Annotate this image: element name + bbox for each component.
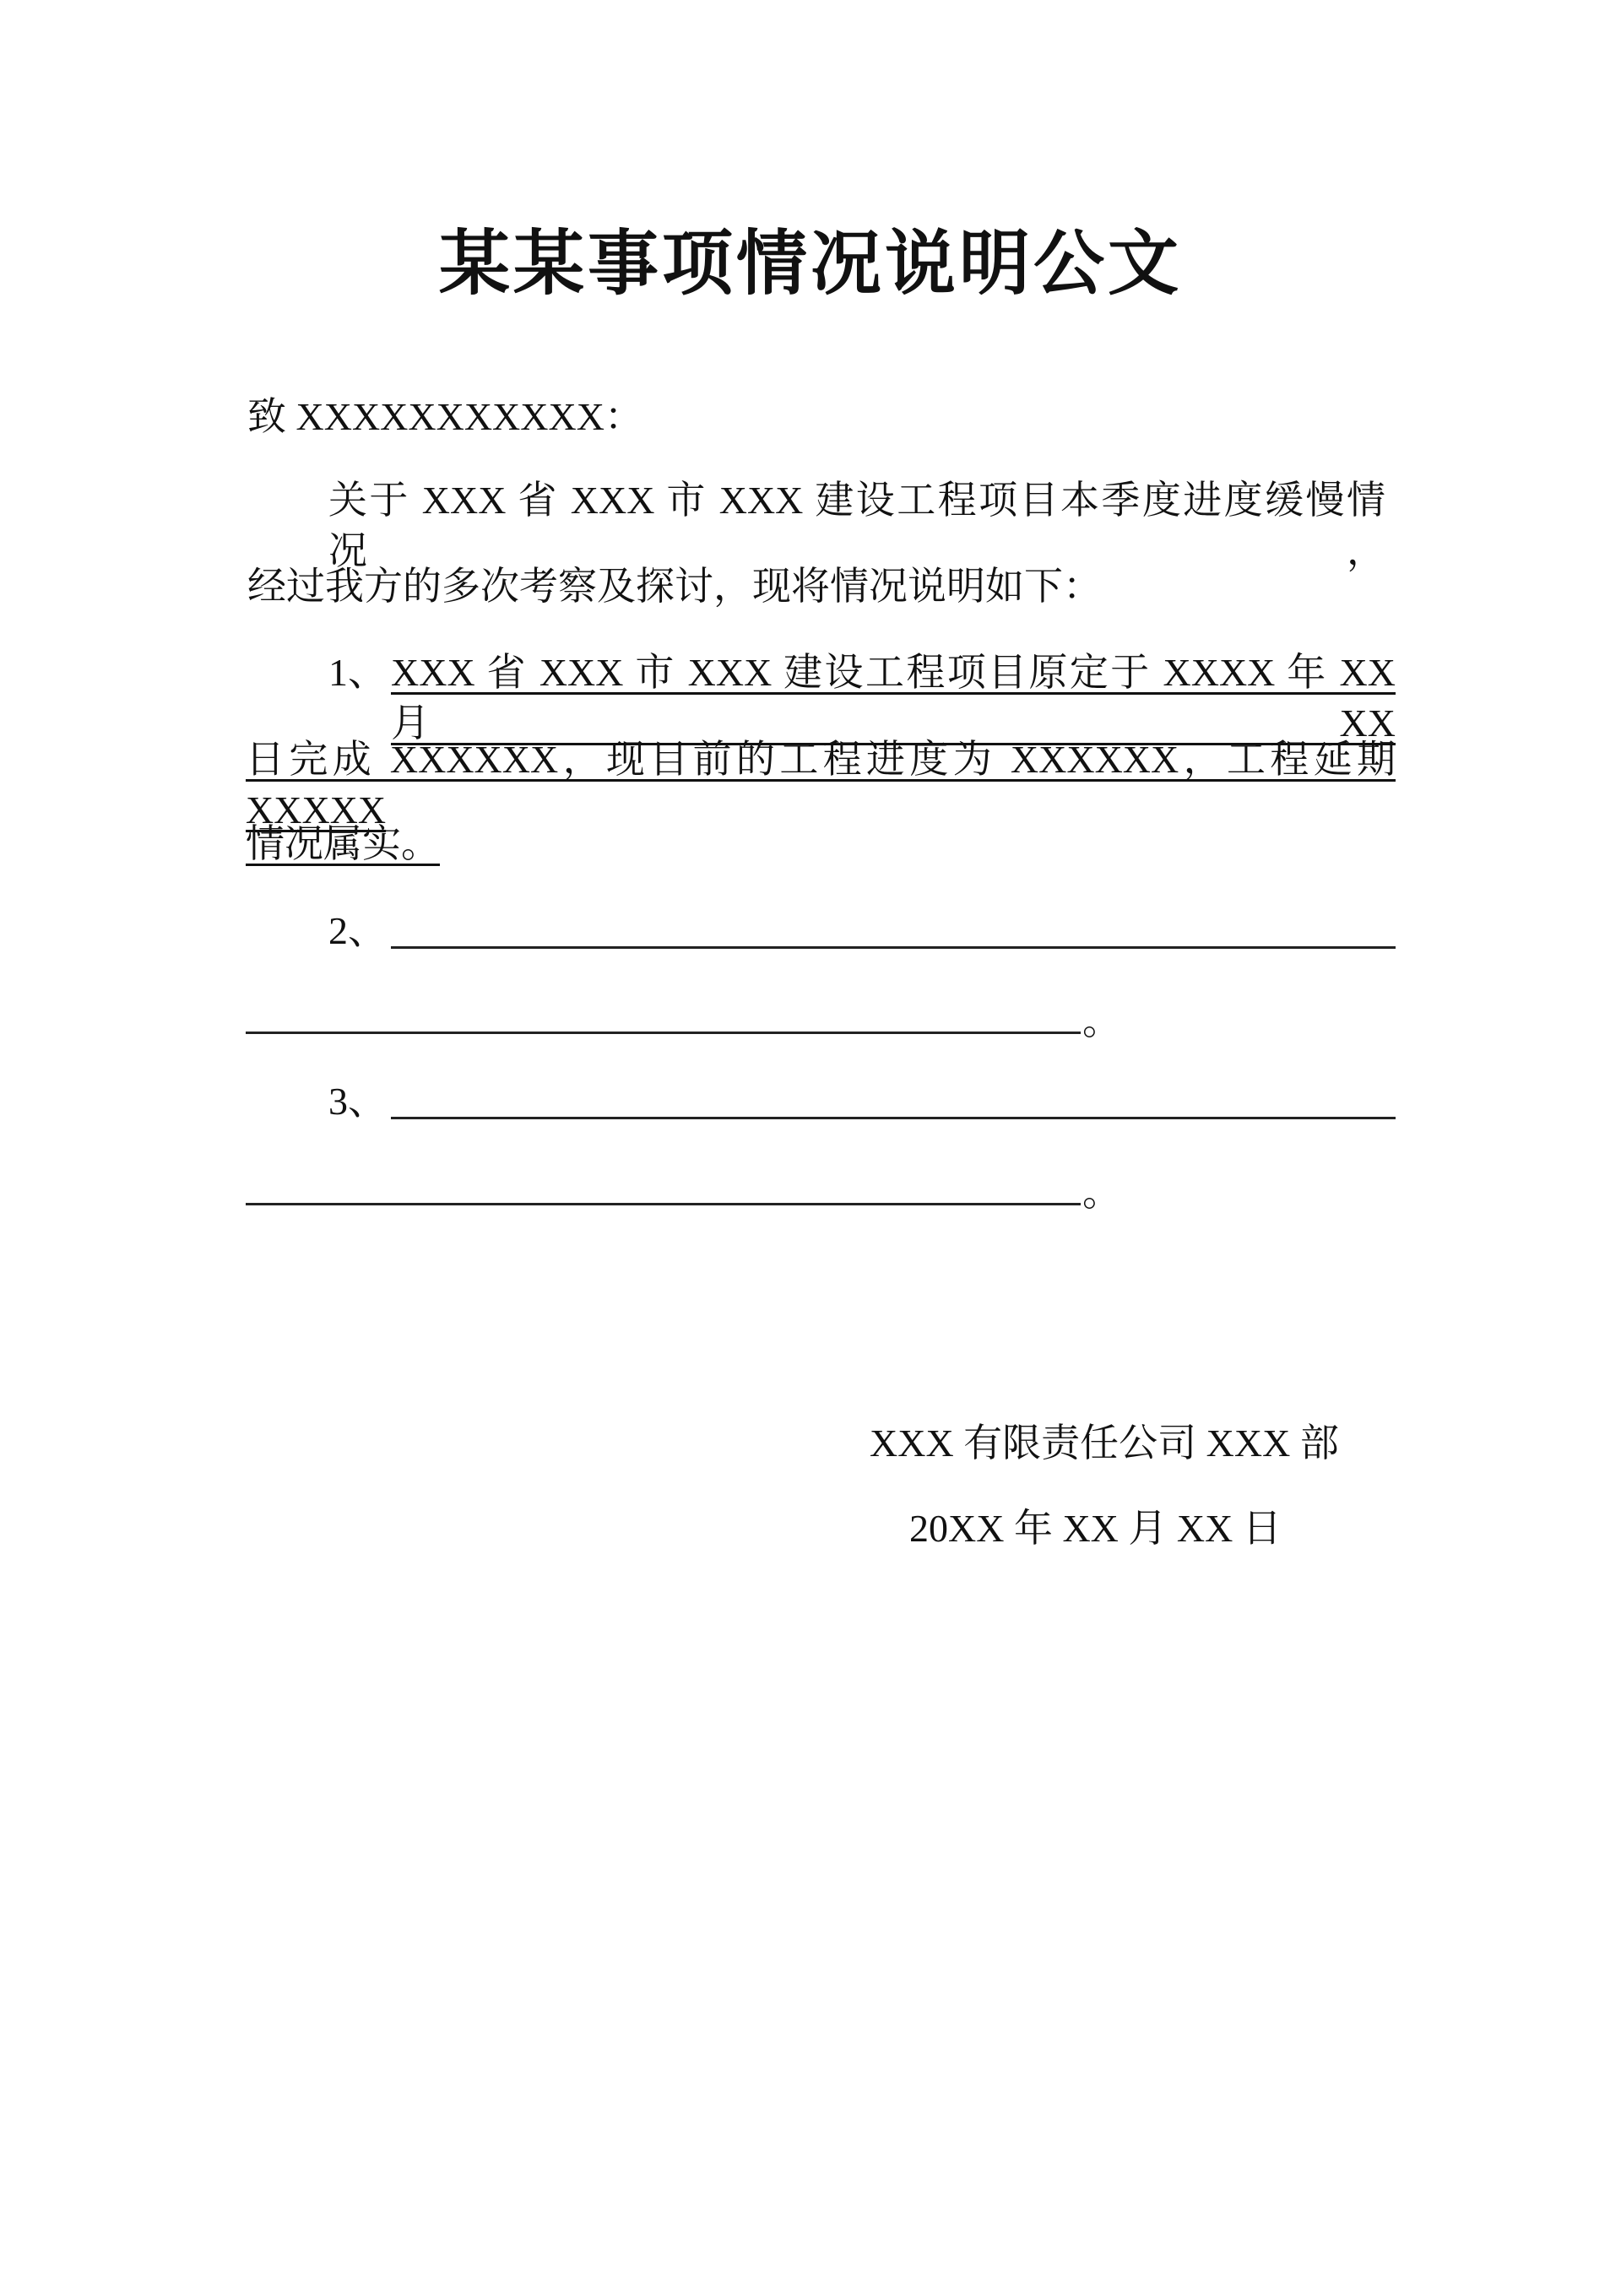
item-2-blank-line-2[interactable] — [246, 1032, 1081, 1034]
item-1-line-1: XXX 省 XXX 市 XXX 建设工程项目原定于 XXXX 年 XX 月 XX — [391, 651, 1396, 745]
intro-line-2: 经过我方的多次考察及探讨，现将情况说明如下： — [247, 565, 1102, 608]
item-1-line-3: 情况属实。 — [246, 822, 440, 865]
item-2-blank-line-1[interactable] — [391, 946, 1396, 949]
item-2-end-mark: 。 — [1082, 999, 1121, 1042]
item-3-number: 3、 — [328, 1080, 387, 1123]
item-1-number: 1、 — [328, 651, 387, 694]
item-2-number: 2、 — [328, 909, 387, 952]
salutation: 致 XXXXXXXXXXX： — [247, 395, 643, 438]
document-title: 某某事项情况说明公文 — [438, 225, 1182, 304]
signature-organization: XXX 有限责任公司 XXX 部 — [870, 1421, 1339, 1465]
item-3-blank-line-1[interactable] — [391, 1117, 1396, 1119]
signature-date: 20XX 年 XX 月 XX 日 — [909, 1507, 1282, 1550]
intro-line-1: 关于 XXX 省 XXX 市 XXX 建设工程项目本季度进度缓慢情况， — [328, 479, 1385, 572]
item-3-end-mark: 。 — [1082, 1171, 1121, 1214]
item-1-line-2: 日完成 XXXXXX，现目前的工程进度为 XXXXXX，工程延期 XXXXX — [246, 738, 1396, 831]
item-3-blank-line-2[interactable] — [246, 1203, 1081, 1205]
